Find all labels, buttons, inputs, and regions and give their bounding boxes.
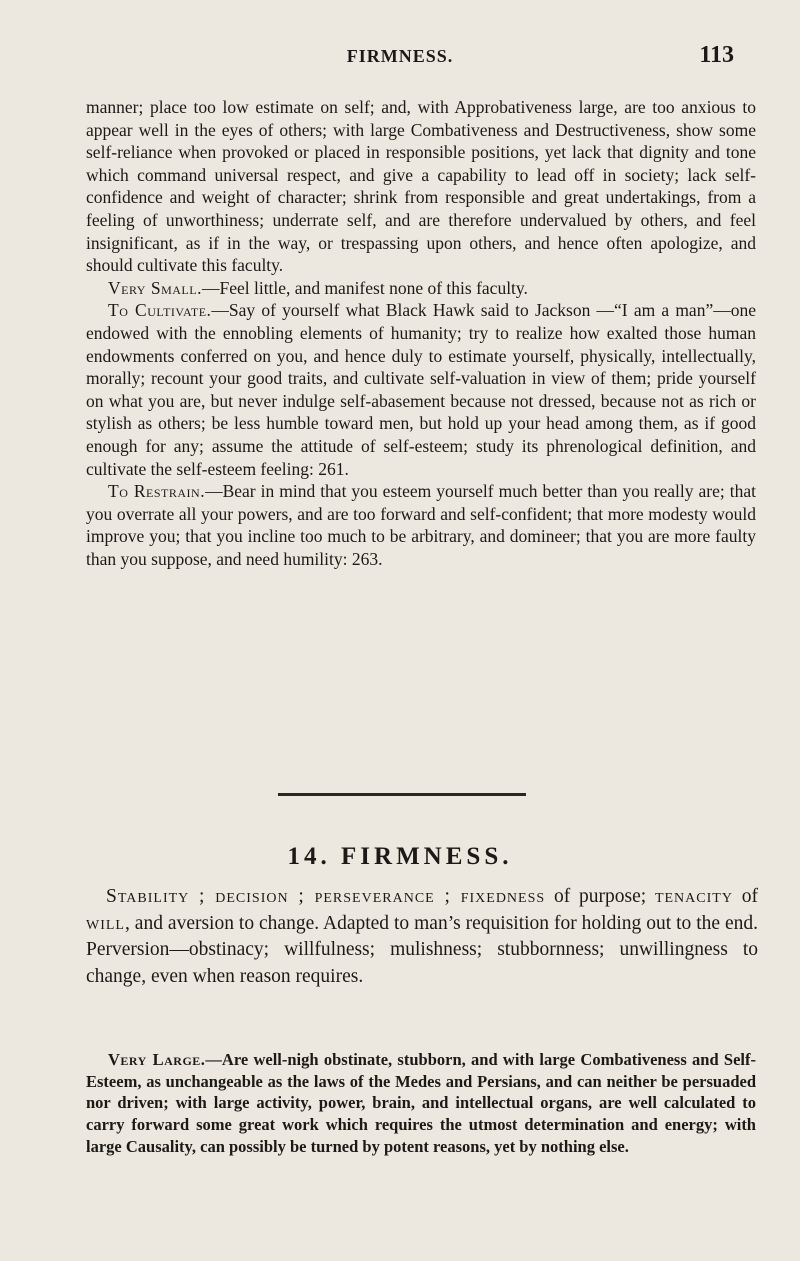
definition-smallcaps-3: will: [86, 912, 125, 934]
section-heading: 14. FIRMNESS.: [287, 843, 513, 870]
firmness-definition: [86, 884, 758, 990]
self-esteem-continuation: [86, 96, 756, 570]
definition-smallcaps-1: Stability ; decision ; perseverance ; fixedness: [106, 886, 546, 907]
very-large-paragraph: [86, 1049, 756, 1158]
very-small-paragraph: [86, 277, 756, 300]
definition-smallcaps-2: tenacity: [654, 886, 733, 907]
very-large-label: Very Large.: [108, 1050, 206, 1069]
very-small-label: Very Small.: [108, 277, 202, 298]
definition-text-3: , and aversion to change. Adapted to man’s requisition for holding out to the end. Perversion—obstinacy; willfulness; mulishness; stubbornness; unwillingness to change, even when reason requires.: [86, 912, 758, 987]
running-title: FIRMNESS.: [346, 46, 454, 66]
definition-text-1: of purpose;: [545, 886, 655, 907]
page-number: 113: [699, 42, 734, 68]
definition-text-2: of: [732, 886, 758, 907]
cultivate-text: —Say of yourself what Black Hawk said to Jackson —“I am a man”—one endowed with the ennobling elements of humanity; try to realize how exalted those human endowments conferred on you, and hence duly to estimate yourself, physically, intellectually, morally; recount your good traits, and cultivate self-valuation in view of them; pride yourself on what you are, but never indulge self-abasement because not dressed, because not as rich or stylish as others; be less humble toward men, but hold up your head among them, as if good enough for any; assume the attitude of self-esteem; study its phrenological definition, and cultivate the self-esteem feeling: 261.: [86, 300, 756, 479]
cultivate-paragraph: [86, 299, 756, 480]
restrain-label: To Restrain.: [108, 481, 206, 502]
very-small-text: —Feel little, and manifest none of this faculty.: [201, 277, 528, 298]
section-divider: [278, 793, 526, 796]
very-large-text: —Are well-nigh obstinate, stubborn, and with large Combativeness and Self-Esteem, as unchangeable as the laws of the Medes and Persians, and can neither be persuaded nor driven; with large activity, power, brain, and intellectual organs, are well calculated to carry forward some great work which requires the utmost determination and energy; with large Causality, can possibly be turned by potent reasons, yet by nothing else.: [86, 1050, 756, 1156]
restrain-text: —Bear in mind that you esteem yourself much better than you really are; that you overrate all your powers, and are too forward and self-confident; that more modesty would improve you; that you incline too much to be arbitrary, and domineer; that you are more faulty than you suppose, and need humility: 263.: [86, 481, 756, 569]
restrain-paragraph: [86, 480, 756, 570]
running-head: [0, 40, 800, 80]
cultivate-label: To Cultivate.: [108, 300, 212, 321]
continuation-paragraph: manner; place too low estimate on self; and, with Approbativeness large, are too anxious to appear well in the eyes of others; with large Combativeness and Destructiveness, show some self-reliance when provoked or placed in responsible positions, yet lack that dignity and tone which command universal respect, and give a capability to lead off in society; lack self-confidence and weight of character; shrink from responsible and great undertakings, from a feeling of unworthiness; underrate self, and are therefore undervalued by others, and feel insignificant, as if in the way, or trespassing upon others, and hence often apologize, and should cultivate this faculty.: [86, 97, 756, 276]
